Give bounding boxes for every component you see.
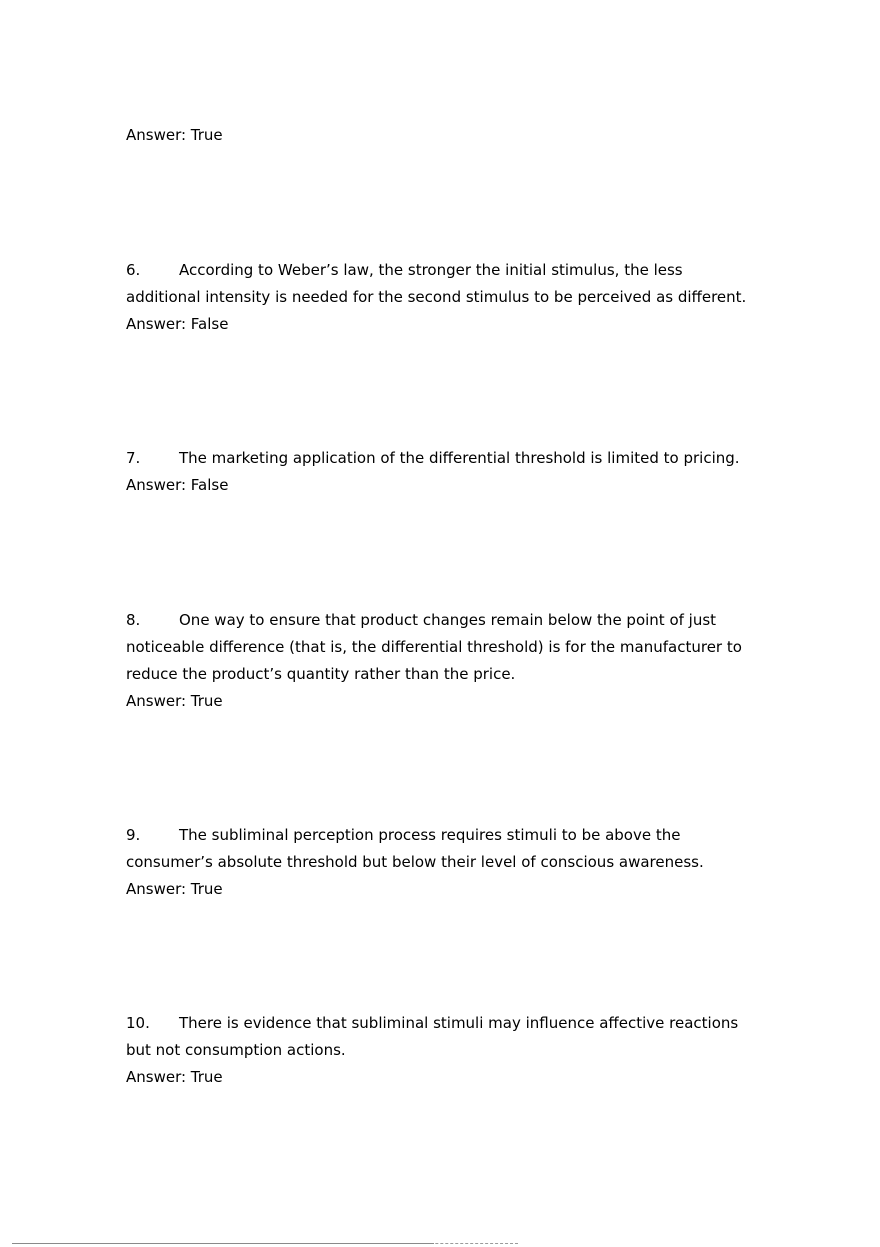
question-8-text-1: One way to ensure that product changes remain below the point of just	[179, 611, 717, 629]
question-8-line-2: noticeable difference (that is, the differential threshold) is for the manufacturer to	[126, 638, 742, 656]
footer-divider	[12, 1243, 434, 1244]
question-8-answer: Answer: True	[126, 692, 223, 710]
question-8-number: 8.	[126, 611, 141, 629]
question-10-answer: Answer: True	[126, 1068, 223, 1086]
question-9-number: 9.	[126, 826, 141, 844]
question-10-line-1	[126, 1014, 738, 1032]
question-6-text-1: According to Weber’s law, the stronger the initial stimulus, the less	[179, 261, 683, 279]
question-7-number: 7.	[126, 449, 141, 467]
question-6-line-1	[126, 261, 683, 279]
question-10-number: 10.	[126, 1014, 150, 1032]
question-9-line-1	[126, 826, 680, 844]
question-10-line-2: but not consumption actions.	[126, 1041, 346, 1059]
question-7-answer: Answer: False	[126, 476, 229, 494]
question-6-answer: Answer: False	[126, 315, 229, 333]
question-6-line-2: additional intensity is needed for the second stimulus to be perceived as different.	[126, 288, 747, 306]
answer-previous-question: Answer: True	[126, 126, 223, 144]
question-8-line-3: reduce the product’s quantity rather than the price.	[126, 665, 516, 683]
question-8-line-1	[126, 611, 716, 629]
question-6-number: 6.	[126, 261, 141, 279]
question-7-line-1	[126, 449, 740, 467]
question-9-text-1: The subliminal perception process requires stimuli to be above the	[179, 826, 681, 844]
question-10-text-1: There is evidence that subliminal stimuli may influence affective reactions	[179, 1014, 739, 1032]
question-9-line-2: consumer’s absolute threshold but below their level of conscious awareness.	[126, 853, 704, 871]
question-7-text-1: The marketing application of the differential threshold is limited to pricing.	[179, 449, 740, 467]
question-9-answer: Answer: True	[126, 880, 223, 898]
